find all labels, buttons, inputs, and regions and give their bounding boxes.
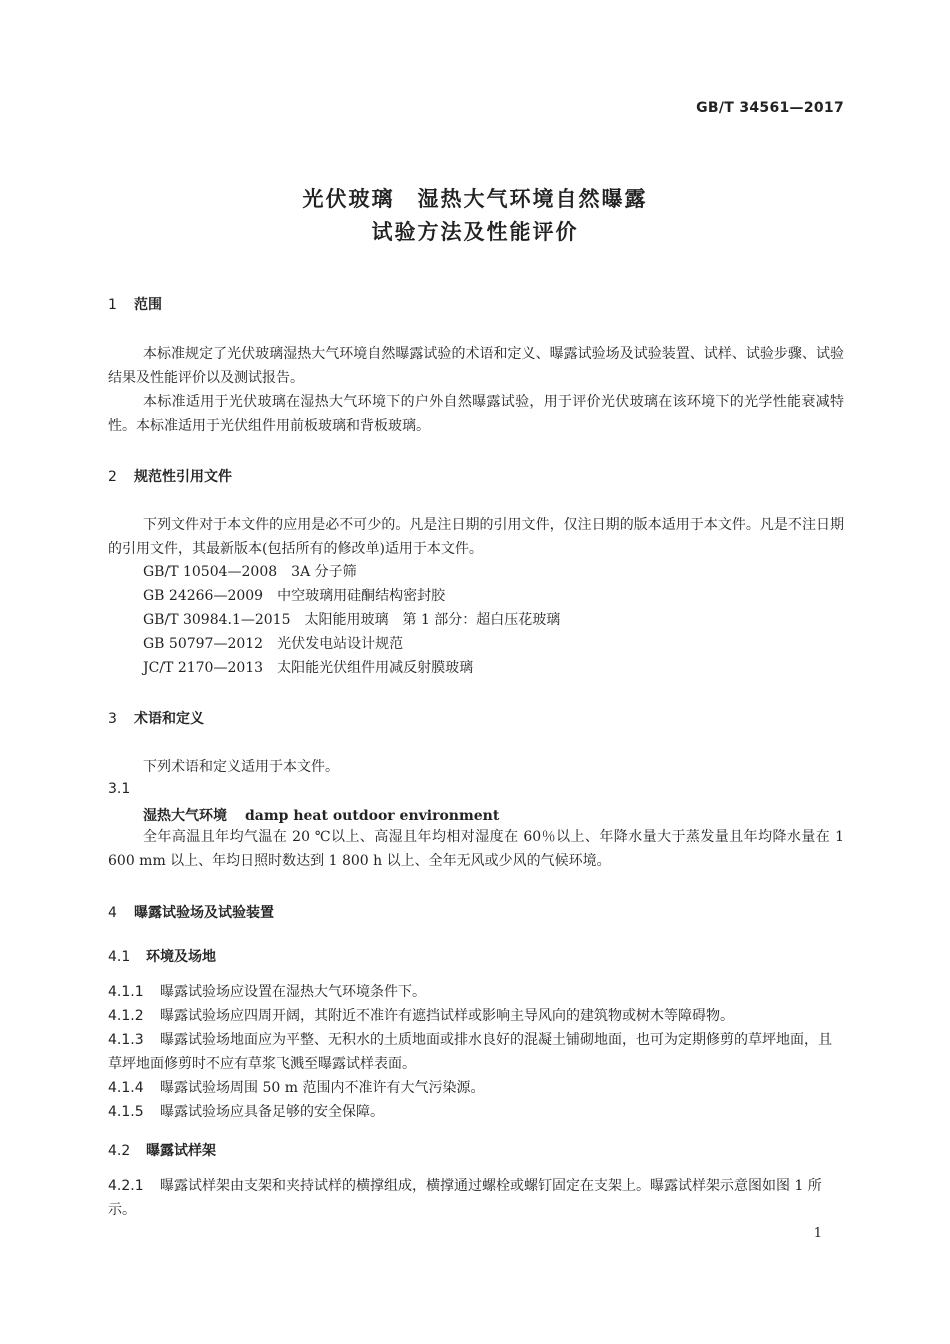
section-1-paragraph-2: 本标准适用于光伏玻璃在湿热大气环境下的户外自然曝露试验，用于评价光伏玻璃在该环境下的光学性能衰减特性。本标准适用于光伏组件用前板玻璃和背板玻璃。 bbox=[108, 394, 844, 434]
term-chinese: 湿热大气环境 bbox=[143, 808, 227, 824]
reference-code: GB/T 30984.1—2015 bbox=[143, 612, 291, 628]
clause-item-text: 曝露试验场应四周开阔，其附近不准许有遮挡试样或影响主导风向的建筑物或树木等障碍物。 bbox=[160, 1008, 734, 1024]
reference-name: 中空玻璃用硅酮结构密封胶 bbox=[277, 588, 446, 604]
clause-item-text: 曝露试验场周围 50 m 范围内不准许有大气污染源。 bbox=[160, 1080, 485, 1096]
section-number: 3 bbox=[108, 711, 117, 727]
subsection-number: 4.2 bbox=[108, 1143, 131, 1159]
section-2-heading bbox=[108, 466, 232, 486]
clause-item bbox=[108, 1004, 844, 1028]
clause-item bbox=[108, 980, 844, 1004]
reference-item bbox=[143, 585, 445, 605]
clause-item bbox=[108, 1100, 844, 1124]
clause-number: 3.1 bbox=[108, 781, 131, 797]
reference-code: GB 50797—2012 bbox=[143, 636, 264, 652]
section-title: 术语和定义 bbox=[134, 711, 204, 727]
reference-item bbox=[143, 609, 560, 629]
term-english: damp heat outdoor environment bbox=[245, 808, 500, 824]
reference-name: 太阳能用玻璃 第 1 部分：超白压花玻璃 bbox=[304, 612, 561, 628]
subsection-4-2-heading bbox=[108, 1140, 216, 1160]
reference-code: GB 24266—2009 bbox=[143, 588, 264, 604]
reference-code: GB/T 10504—2008 bbox=[143, 564, 278, 580]
section-number: 4 bbox=[108, 905, 117, 921]
section-title: 曝露试验场及试验装置 bbox=[134, 905, 274, 921]
reference-code: JC/T 2170—2013 bbox=[143, 660, 264, 676]
clause-item-number: 4.2.1 bbox=[108, 1178, 144, 1194]
section-2-paragraph-1: 下列文件对于本文件的应用是必不可少的。凡是注日期的引用文件，仅注日期的版本适用于本文件。凡是不注日期的引用文件，其最新版本(包括所有的修改单)适用于本文件。 bbox=[108, 517, 844, 557]
standard-number: GB/T 34561—2017 bbox=[696, 100, 844, 116]
section-1-paragraph-1: 本标准规定了光伏玻璃湿热大气环境自然曝露试验的术语和定义、曝露试验场及试验装置、试样、试验步骤、试验结果及性能评价以及测试报告。 bbox=[108, 346, 844, 386]
clause-item-text: 曝露试验场应具备足够的安全保障。 bbox=[160, 1104, 384, 1120]
clause-item-text: 曝露试样架由支架和夹持试样的横撑组成，横撑通过螺栓或螺钉固定在支架上。曝露试样架示意图如图 1 所示。 bbox=[108, 1178, 822, 1218]
reference-item bbox=[143, 561, 357, 581]
page-number: 1 bbox=[813, 1226, 822, 1241]
section-4-heading bbox=[108, 902, 274, 922]
term-definition: 全年高温且年均气温在 20 ℃以上、高湿且年均相对湿度在 60％以上、年降水量大于蒸发量且年均降水量在 1 600 mm 以上、年均日照时数达到 1 800 h 以上、全年无风或少风的气候环境。 bbox=[108, 829, 844, 869]
title-line-1: 光伏玻璃 湿热大气环境自然曝露 bbox=[302, 187, 648, 211]
clause-item-number: 4.1.1 bbox=[108, 984, 144, 1000]
section-number: 1 bbox=[108, 297, 117, 313]
section-1-heading bbox=[108, 294, 162, 314]
reference-item bbox=[143, 657, 473, 677]
title-line-2: 试验方法及性能评价 bbox=[371, 220, 579, 244]
clause-item bbox=[108, 1076, 844, 1100]
reference-name: 3A 分子筛 bbox=[291, 564, 357, 580]
section-3-paragraph-1: 下列术语和定义适用于本文件。 bbox=[143, 759, 339, 775]
clause-item-text: 曝露试验场地面应为平整、无积水的土质地面或排水良好的混凝土铺砌地面，也可为定期修剪的草坪地面，且草坪地面修剪时不应有草浆飞溅至曝露试样表面。 bbox=[108, 1032, 832, 1072]
section-number: 2 bbox=[108, 469, 117, 485]
term-entry bbox=[143, 805, 499, 825]
section-title: 规范性引用文件 bbox=[134, 469, 232, 485]
clause-item-text: 曝露试验场应设置在湿热大气环境条件下。 bbox=[160, 984, 426, 1000]
subsection-4-1-heading bbox=[108, 946, 216, 966]
section-title: 范围 bbox=[134, 297, 162, 313]
clause-item-number: 4.1.5 bbox=[108, 1104, 144, 1120]
clause-item bbox=[108, 1174, 844, 1222]
subsection-title: 曝露试样架 bbox=[146, 1143, 216, 1159]
clause-item bbox=[108, 1028, 844, 1076]
section-3-heading bbox=[108, 708, 204, 728]
clause-item-number: 4.1.3 bbox=[108, 1032, 144, 1048]
clause-item-number: 4.1.4 bbox=[108, 1080, 144, 1096]
reference-name: 光伏发电站设计规范 bbox=[277, 636, 404, 652]
reference-name: 太阳能光伏组件用减反射膜玻璃 bbox=[277, 660, 474, 676]
clause-item-number: 4.1.2 bbox=[108, 1008, 144, 1024]
reference-item bbox=[143, 633, 403, 653]
subsection-number: 4.1 bbox=[108, 949, 131, 965]
subsection-title: 环境及场地 bbox=[146, 949, 216, 965]
